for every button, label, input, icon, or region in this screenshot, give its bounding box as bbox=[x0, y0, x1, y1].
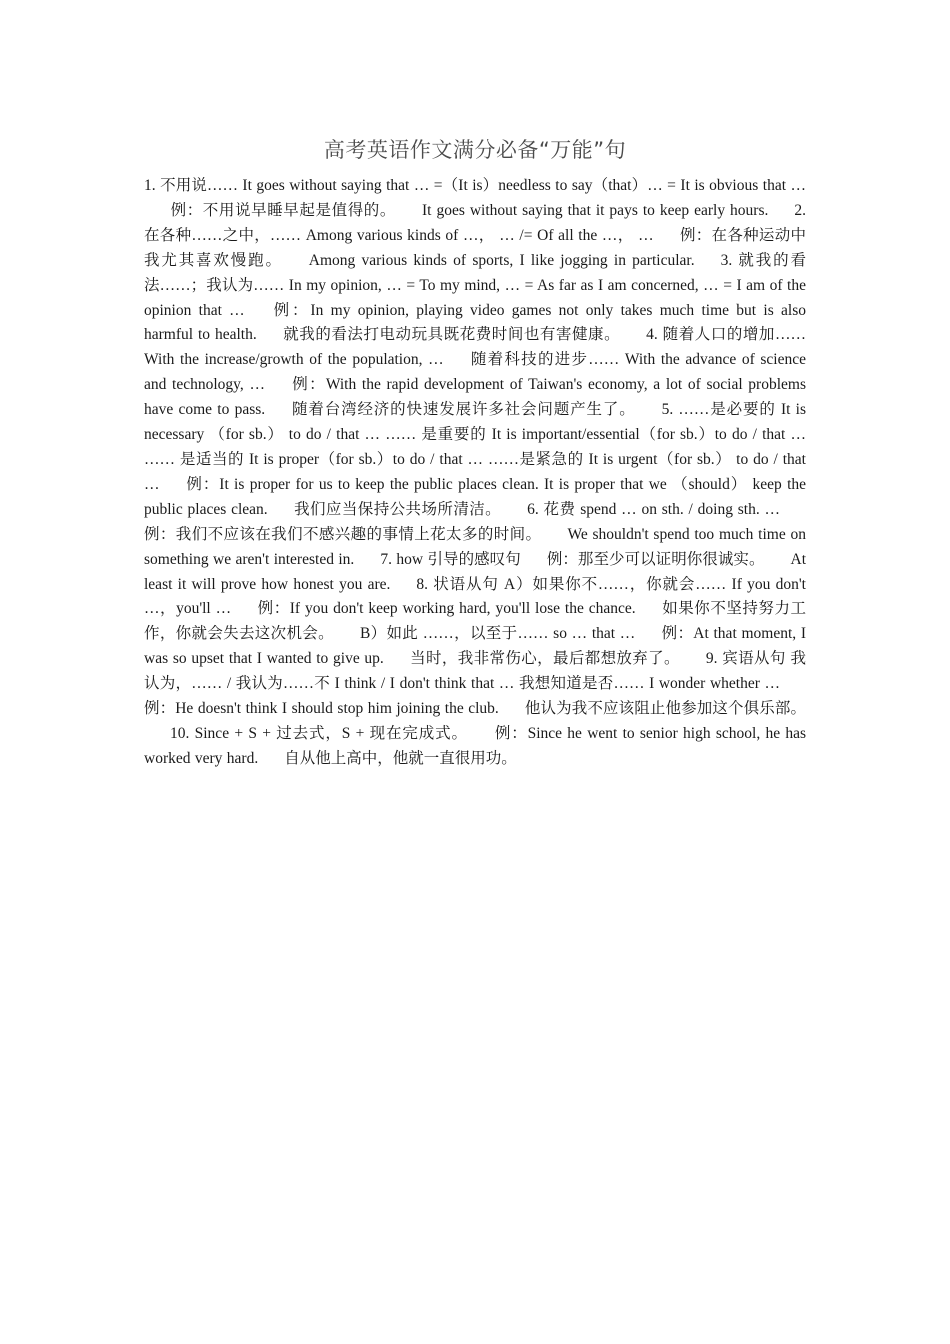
text-segment: 随着台湾经济的快速发展许多社会问题产生了。 bbox=[291, 401, 636, 419]
text-segment: 10. Since + S + 过去式，S + 现在完成式。 bbox=[170, 724, 468, 742]
text-segment: B）如此 ……，以至于…… so … that … bbox=[359, 625, 636, 643]
text-segment: 例：In my opinion, playing video games not only takes much time but is also harmful to health. bbox=[144, 301, 806, 344]
text-segment: 我们应当保持公共场所清洁。 bbox=[293, 500, 502, 518]
text-segment: 随着科技的进步…… With the advance of science and technology, … bbox=[144, 351, 806, 394]
text-segment: 9. 宾语从句 我认为，…… / 我认为……不 I think / I don't think that … 我想知道是否…… I wonder whether … bbox=[144, 650, 806, 693]
document-title: 高考英语作文满分必备“万能”句 bbox=[323, 138, 627, 162]
text-segment: 如果你不坚持努力工作，你就会失去这次机会。 bbox=[144, 600, 806, 643]
text-segment: 例：He doesn't think I should stop him joining the club. bbox=[144, 700, 499, 718]
text-segment: 5. ……是必要的 It is necessary （for sb.） to do / that … …… 是重要的 It is important/essential（for sb.）to do / that … …… 是适当的 It is proper（for sb.）to do / that … ……是紧急的 It is urgent（for sb.） to do / that … bbox=[144, 401, 806, 493]
text-segment: 2. 在各种……之中，…… Among various kinds of …， … /= Of all the …， … bbox=[144, 201, 806, 244]
text-segment: 3. 就我的看法……；我认为…… In my opinion, … = To my mind, … = As far as I am concerned, … = I am of the opinion that … bbox=[144, 251, 806, 319]
text-segment: We shouldn't spend too much time on something we aren't interested in. bbox=[144, 525, 806, 568]
text-segment: 例：在各种运动中我尤其喜欢慢跑。 bbox=[144, 226, 806, 269]
text-segment: 例：It is proper for us to keep the public places clean. It is proper that we （should） keep the public places clean. bbox=[144, 475, 806, 518]
text-segment: 当时，我非常伤心，最后都想放弃了。 bbox=[409, 650, 680, 668]
text-segment: 7. how 引导的感叹句 bbox=[380, 550, 521, 568]
text-segment: 1. 不用说…… It goes without saying that … =（It is）needless to say（that）… = It is obvious that … bbox=[144, 177, 806, 194]
text-segment: 例：那至少可以证明你很诚实。 bbox=[546, 550, 765, 568]
text-segment: Among various kinds of sports, I like jogging in particular. bbox=[308, 251, 695, 269]
text-segment: 自从他上高中，他就一直很用功。 bbox=[284, 749, 517, 767]
text-segment: 例：不用说早睡早起是值得的。 bbox=[170, 201, 397, 219]
text-segment: 例：With the rapid development of Taiwan's economy, a lot of social problems have come to pass. bbox=[144, 376, 806, 419]
text-segment: It goes without saying that it pays to keep early hours. bbox=[422, 201, 769, 219]
text-segment: 他认为我不应该阻止他参加这个俱乐部。 bbox=[524, 700, 806, 718]
document-body bbox=[144, 174, 806, 772]
text-segment: 例：If you don't keep working hard, you'll lose the chance. bbox=[257, 600, 636, 618]
text-segment: 4. 随着人口的增加…… With the increase/growth of the population, … bbox=[144, 326, 806, 369]
text-segment: 例：我们不应该在我们不感兴趣的事情上花太多的时间。 bbox=[144, 525, 542, 543]
text-segment: At least it will prove how honest you are. bbox=[144, 550, 807, 593]
text-segment: 例：At that moment, I was so upset that I wanted to give up. bbox=[144, 625, 806, 668]
text-segment: 6. 花费 spend … on sth. / doing sth. … bbox=[527, 500, 781, 518]
text-segment: 就我的看法打电动玩具既花费时间也有害健康。 bbox=[282, 326, 621, 344]
text-segment: 例：Since he went to senior high school, he has worked very hard. bbox=[144, 724, 807, 767]
text-segment: 8. 状语从句 A）如果你不……，你就会…… If you don't …，you'll … bbox=[144, 575, 806, 618]
